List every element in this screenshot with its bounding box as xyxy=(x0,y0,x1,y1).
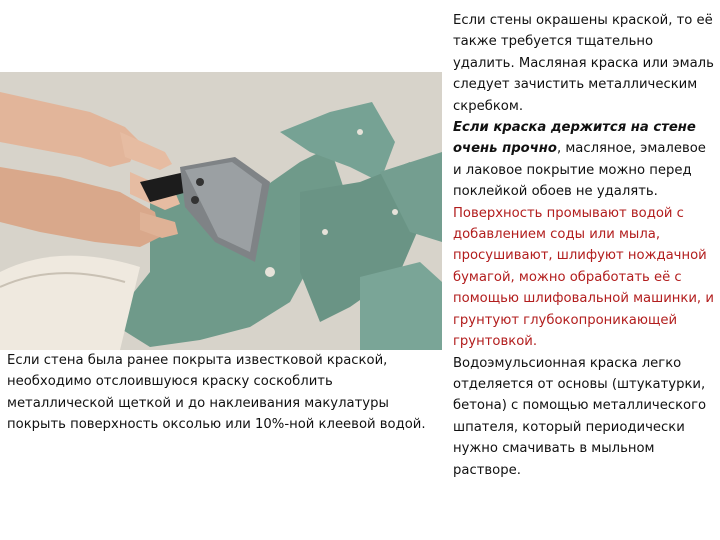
right-text-column xyxy=(453,10,715,481)
paragraph-strong-paint-rest: , масляное, эмалевое и лаковое покрытие можно перед поклейкой обоев не удалять. xyxy=(453,141,706,200)
paragraph-paint-removal: Если стены окрашены краской, то её также требуется тщательно удалить. Масляная краска или эмаль следует зачистить металлическим скребком. xyxy=(453,13,714,114)
left-caption xyxy=(7,350,437,436)
wall-scraping-photo xyxy=(0,72,442,350)
paragraph-surface-prep: Поверхность промывают водой с добавлением соды или мыла, просушивают, шлифуют нождачной бумагой, можно обработать её с помощью шлифовальной машинки, и грунтуют глубокопроникающей грунтовкой. xyxy=(453,205,714,350)
paragraph-strong-paint xyxy=(453,117,715,203)
emphasis-strong-paint: Если краска держится на стене очень прочно xyxy=(453,120,696,157)
paragraph-lime-paint: Если стена была ранее покрыта известковой краской, необходимо отслоившуюся краску соскоблить металлической щеткой и до наклеивания макулатуры покрыть поверхность оксолью или 10%-ной клеевой водой. xyxy=(7,353,426,433)
photo-illustration xyxy=(0,72,442,350)
paragraph-water-emulsion: Водоэмульсионная краска легко отделяется от основы (штукатурки, бетона) с помощью металлического шпателя, который периодически нужно смачивать в мыльном растворе. xyxy=(453,355,707,478)
